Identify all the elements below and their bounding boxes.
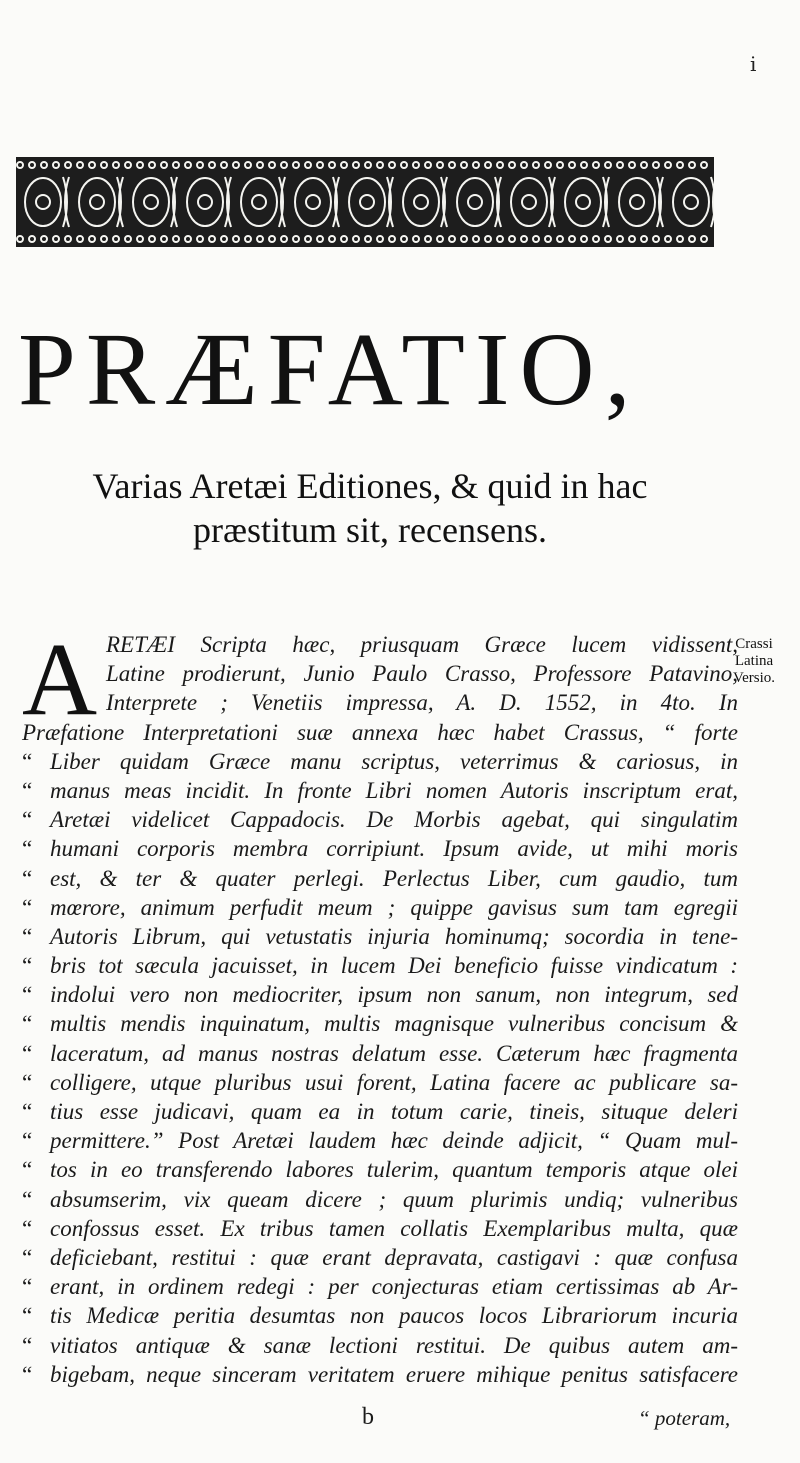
text-line: “ indolui vero non mediocriter, ipsum non sanum, non integrum, sed: [22, 980, 738, 1009]
text-line: RETÆI Scripta hæc, priusquam Græce lucem vidissent,: [106, 632, 738, 657]
text-line: “ erant, in ordinem redegi : per conjecturas etiam certissimas ab Ar-: [22, 1272, 738, 1301]
text-line: “ Aretæi videlicet Cappadocis. De Morbis agebat, qui singulatim: [22, 805, 738, 834]
text-line: “ confossus esset. Ex tribus tamen collatis Exemplaribus multa, quæ: [22, 1214, 738, 1243]
subtitle: [20, 464, 720, 552]
text-line: “ multis mendis inquinatum, multis magnisque vulneribus concisum &: [22, 1009, 738, 1038]
text-line: “ humani corporis membra corripiunt. Ipsum avide, ut mihi moris: [22, 834, 738, 863]
text-line: “ laceratum, ad manus nostras delatum esse. Cæterum hæc fragmenta: [22, 1039, 738, 1068]
subtitle-line-1: Varias Aretæi Editiones, & quid in hac: [92, 466, 648, 506]
margin-note: Crassi Latina Versio.: [732, 636, 776, 686]
text-line: Latine prodierunt, Junio Paulo Crasso, Professore Patavino,: [106, 661, 738, 687]
text-line: “ deficiebant, restitui : quæ erant depravata, castigavi : quæ confusa: [22, 1243, 738, 1272]
text-line: “ bigebam, neque sinceram veritatem eruere mihique penitus satisfacere: [22, 1360, 738, 1389]
text-line: “ Autoris Librum, qui vetustatis injuria hominumq; socordia in tene-: [22, 922, 738, 951]
text-line: Præfatione Interpretationi suæ annexa hæc habet Crassus, “ forte: [22, 719, 738, 745]
text-line: “ vitiatos antiquæ & sanæ lectioni restitui. De quibus autem am-: [22, 1331, 738, 1360]
signature-mark: b: [362, 1404, 374, 1430]
drop-cap: A: [22, 622, 98, 737]
text-line: “ tis Medicæ peritia desumtas non paucos locos Librariorum incuria: [22, 1301, 738, 1330]
page-title: PRÆFATIO,: [18, 312, 641, 427]
text-line: Interprete ; Venetiis impressa, A. D. 1552, in 4to. In: [106, 690, 738, 716]
body-text: [22, 622, 738, 1389]
text-line: “ tos in eo transferendo labores tulerim, quantum temporis atque olei: [22, 1155, 738, 1184]
text-line: “ manus meas incidit. In fronte Libri nomen Autoris inscriptum erat,: [22, 776, 738, 805]
text-line: “ colligere, utque pluribus usui forent, Latina facere ac publicare sa-: [22, 1068, 738, 1097]
subtitle-line-2: præstitum sit, recensens.: [193, 510, 547, 550]
page-number: i: [750, 52, 757, 76]
text-line: “ mœrore, animum perfudit meum ; quippe gavisus sum tam egregii: [22, 893, 738, 922]
text-line: “ tius esse judicavi, quam ea in totum carie, tineis, situque deleri: [22, 1097, 738, 1126]
text-line: “ bris tot sæcula jacuisset, in lucem Dei beneficio fuisse vindicatum :: [22, 951, 738, 980]
ornamental-header-band: [16, 157, 714, 247]
text-line: “ permittere.” Post Aretæi laudem hæc deinde adjicit, “ Quam mul-: [22, 1126, 738, 1155]
catchword: “ poteram,: [638, 1406, 731, 1430]
text-line: “ Liber quidam Græce manu scriptus, veterrimus & cariosus, in: [22, 747, 738, 776]
text-line: “ est, & ter & quater perlegi. Perlectus Liber, cum gaudio, tum: [22, 864, 738, 893]
text-line: “ absumserim, vix queam dicere ; quum plurimis undiq; vulneribus: [22, 1185, 738, 1214]
